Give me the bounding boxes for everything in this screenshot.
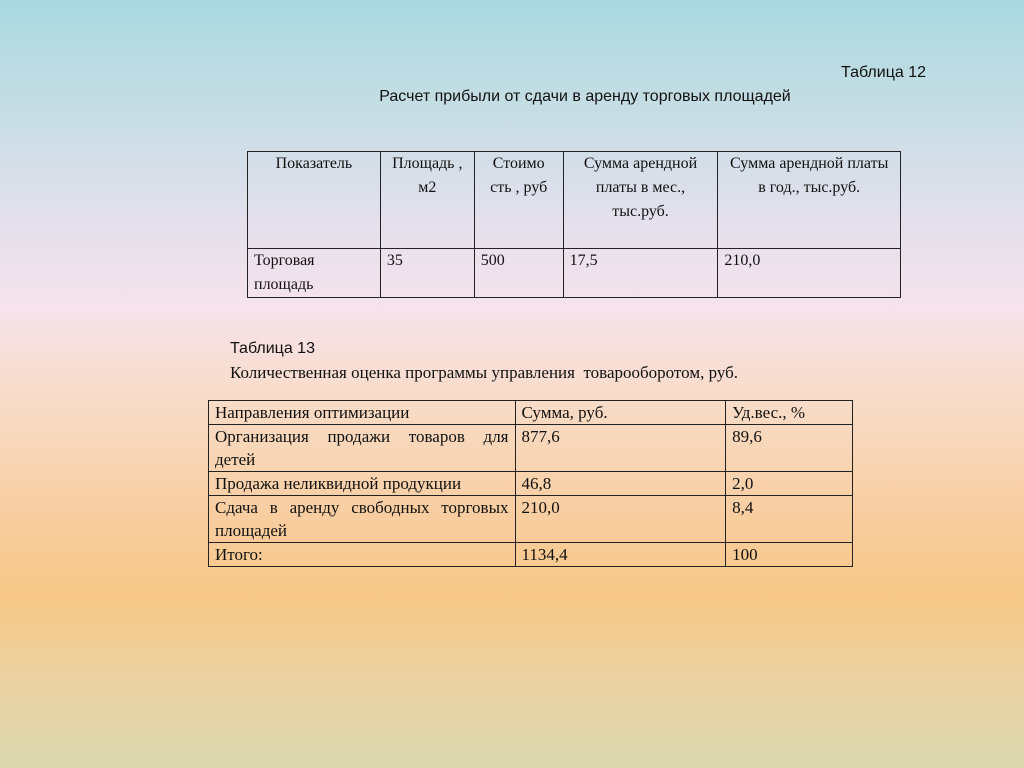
turnover-program-table — [208, 400, 853, 567]
table-cell: 2,0 — [726, 472, 853, 496]
table-cell: 46,8 — [515, 472, 726, 496]
table-cell: 210,0 — [718, 249, 901, 298]
rent-profit-table — [247, 151, 901, 298]
table-header-row — [248, 152, 901, 249]
table-cell: 17,5 — [563, 249, 718, 298]
header-cell: Направления оптимизации — [209, 401, 516, 425]
header-cell: Показатель — [248, 152, 381, 249]
table-cell: Итого: — [209, 543, 516, 567]
header-cell: Сумма арендной платы в мес., тыс.руб. — [563, 152, 718, 249]
header-cell: Сумма арендной платы в год., тыс.руб. — [718, 152, 901, 249]
table-cell: 1134,4 — [515, 543, 726, 567]
table-cell: Продажа неликвидной продукции — [209, 472, 516, 496]
table-12-number: Таблица 12 — [841, 64, 926, 81]
header-cell: Уд.вес., % — [726, 401, 853, 425]
table-header-row — [209, 401, 853, 425]
table-cell: 500 — [474, 249, 563, 298]
table-cell: Сдача в аренду свободных торговых площадей — [209, 496, 516, 543]
header-cell: Площадь , м2 — [380, 152, 474, 249]
table-row — [209, 472, 853, 496]
table-cell: Организация продажи товаров для детей — [209, 425, 516, 472]
table-cell: 89,6 — [726, 425, 853, 472]
table-13-title: Количественная оценка программы управления товарооборотом, руб. — [230, 363, 739, 382]
table-total-row — [209, 543, 853, 567]
table-row — [248, 249, 901, 298]
table-cell: 210,0 — [515, 496, 726, 543]
table-cell: 35 — [380, 249, 474, 298]
table-row — [209, 425, 853, 472]
table-13-number: Таблица 13 — [230, 340, 315, 357]
header-cell: Сумма, руб. — [515, 401, 726, 425]
table-cell: 877,6 — [515, 425, 726, 472]
table-12-title: Расчет прибыли от сдачи в аренду торговых площадей — [379, 88, 791, 105]
table-cell: Торговая площадь — [248, 249, 381, 298]
table-cell: 8,4 — [726, 496, 853, 543]
header-cell: Стоимо сть , руб — [474, 152, 563, 249]
table-cell: 100 — [726, 543, 853, 567]
table-row — [209, 496, 853, 543]
